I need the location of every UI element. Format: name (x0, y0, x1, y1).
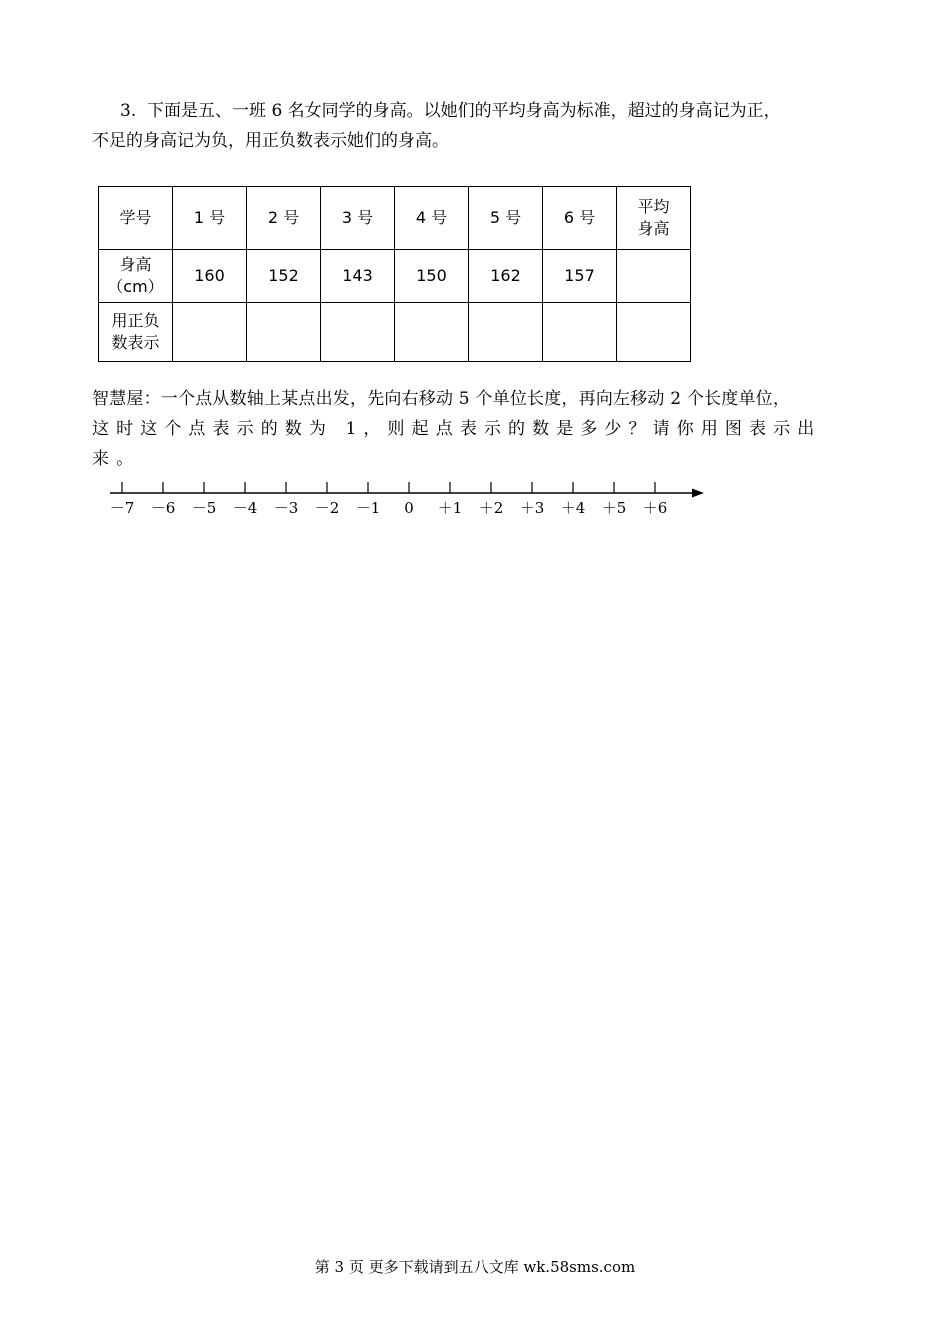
tick-label: －6 (150, 499, 176, 517)
row-label-height (99, 250, 173, 303)
header-label: 平均 身高 (637, 197, 670, 238)
header-label: 1 号 (193, 208, 226, 227)
header-label: 5 号 (489, 208, 522, 227)
height-cell-2: 152 (247, 250, 321, 303)
height-cell-4: 150 (395, 250, 469, 303)
height-table (98, 186, 691, 362)
header-cell-1 (173, 187, 247, 250)
tick-label: －4 (232, 499, 258, 517)
signed-cell-5 (469, 303, 543, 362)
height-cell-average (617, 250, 691, 303)
header-cell-6 (543, 187, 617, 250)
number-line-labels (110, 499, 668, 517)
number-line (100, 474, 710, 522)
signed-cell-1 (173, 303, 247, 362)
tick-label: ＋3 (519, 499, 545, 517)
header-label: 3 号 (341, 208, 374, 227)
tick-label: ＋6 (642, 499, 668, 517)
table-header-row (99, 187, 691, 250)
tick-label: ＋5 (601, 499, 627, 517)
tick-label: ＋1 (437, 499, 463, 517)
header-label: 学号 (119, 208, 152, 227)
table-signed-row (99, 303, 691, 362)
height-cell-3: 143 (321, 250, 395, 303)
question-number: 3. (120, 101, 137, 121)
row-label: 身高 （cm） (107, 255, 164, 296)
header-cell-5 (469, 187, 543, 250)
question-text-line-1: 下面是五、一班 6 名女同学的身高。以她们的平均身高为标准，超过的身高记为正， (147, 101, 781, 121)
row-label: 用正负 数表示 (111, 311, 160, 352)
signed-cell-4 (395, 303, 469, 362)
height-cell-1: 160 (173, 250, 247, 303)
tick-label: ＋2 (478, 499, 504, 517)
tick-label: －7 (109, 499, 135, 517)
page-footer: 第 3 页 更多下载请到五八文库 wk.58sms.com (314, 1258, 636, 1276)
header-cell-2 (247, 187, 321, 250)
tick-label: 0 (404, 499, 414, 517)
wisdom-line-2: 这时这个点表示的数为 1，则起点表示的数是多少？请你用图表示出来。 (92, 419, 822, 469)
row-label-signed (99, 303, 173, 362)
header-cell-4 (395, 187, 469, 250)
signed-cell-3 (321, 303, 395, 362)
header-cell-student-number (99, 187, 173, 250)
header-label: 4 号 (415, 208, 448, 227)
tick-label: －3 (273, 499, 299, 517)
wisdom-house-question (92, 384, 864, 474)
question-3 (92, 96, 864, 156)
signed-cell-6 (543, 303, 617, 362)
tick-label: ＋4 (560, 499, 586, 517)
height-cell-5: 162 (469, 250, 543, 303)
wisdom-line-1: 智慧屋：一个点从数轴上某点出发，先向右移动 5 个单位长度，再向左移动 2 个长度单位， (92, 389, 791, 409)
header-label: 6 号 (563, 208, 596, 227)
question-text-line-2: 不足的身高记为负，用正负数表示她们的身高。 (92, 131, 449, 151)
tick-label: －2 (314, 499, 340, 517)
number-line-axis (110, 489, 704, 498)
height-cell-6: 157 (543, 250, 617, 303)
header-cell-3 (321, 187, 395, 250)
tick-label: －5 (191, 499, 217, 517)
axis-arrow-icon (692, 489, 704, 498)
header-label: 2 号 (267, 208, 300, 227)
number-line-ticks (122, 482, 655, 493)
table-height-row (99, 250, 691, 303)
header-cell-average (617, 187, 691, 250)
signed-cell-2 (247, 303, 321, 362)
tick-label: －1 (355, 499, 381, 517)
signed-cell-average (617, 303, 691, 362)
